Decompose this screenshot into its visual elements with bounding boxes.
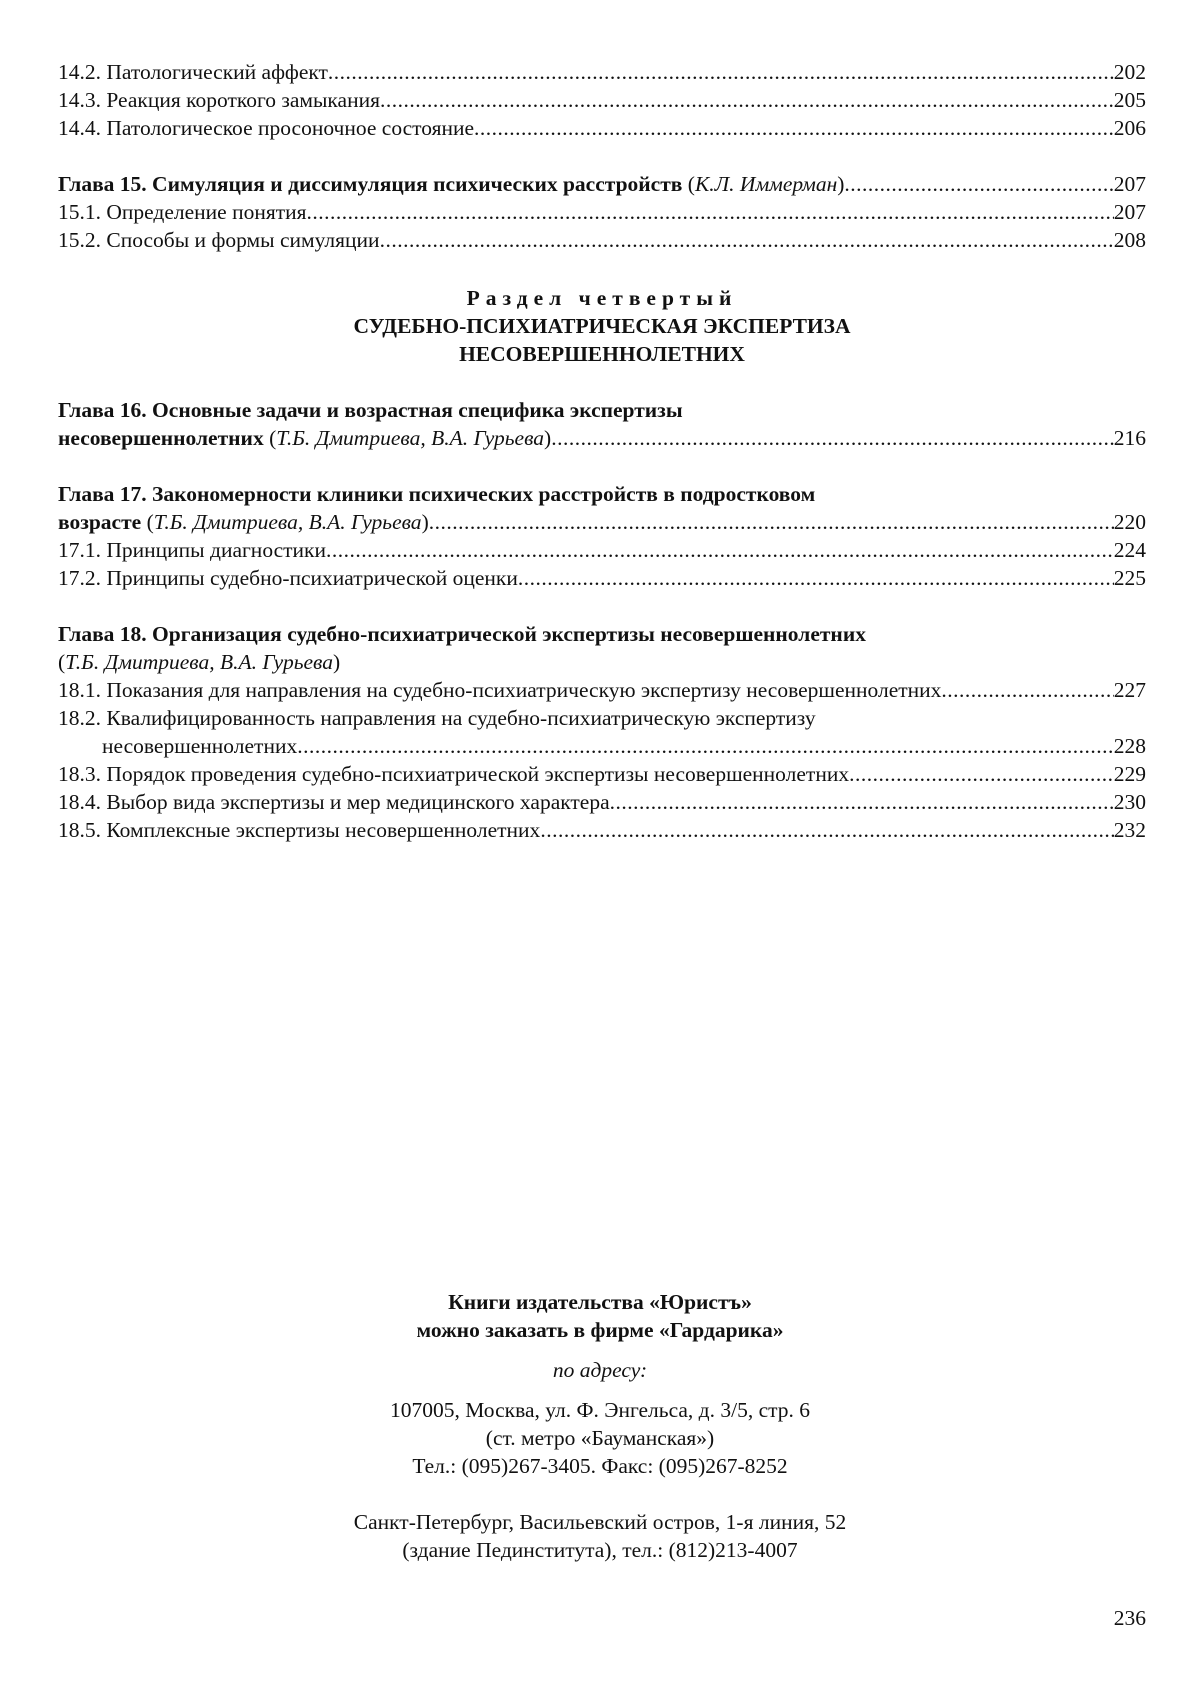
toc-entry-label: 14.3. Реакция короткого замыкания (58, 88, 380, 112)
page-number: 236 (1113, 1606, 1146, 1630)
toc-entry-label: 18.3. Порядок проведения судебно-психиатрической экспертизы несовершеннолетних (58, 762, 850, 786)
leader-dots (540, 816, 1113, 844)
toc-entry (58, 676, 1146, 704)
toc-entry (58, 788, 1146, 816)
toc-entry-page: 205 (1113, 88, 1146, 112)
toc-entry-label: 18.2. Квалифицированность направления на судебно-психиатрическую экспертизу (58, 706, 816, 730)
toc-entry-label: 17.2. Принципы судебно-психиатрической оценки (58, 566, 518, 590)
toc-entry-page: 225 (1113, 566, 1146, 590)
toc-entry-page: 216 (1113, 426, 1146, 450)
toc-entry-page: 230 (1113, 790, 1146, 814)
toc-entry-page: 228 (1113, 734, 1146, 758)
footer-heading-line-2: можно заказать в фирме «Гардарика» (416, 1318, 784, 1342)
toc-entry (58, 58, 1146, 86)
section-label: Раздел четвертый (466, 286, 738, 310)
toc-entry-label: 14.4. Патологическое просоночное состояние (58, 116, 475, 140)
address-line: 107005, Москва, ул. Ф. Энгельса, д. 3/5, стр. 6 (389, 1398, 811, 1422)
toc-entry-page: 227 (1113, 678, 1146, 702)
toc-entry-page: 208 (1113, 228, 1146, 252)
toc-entry (58, 816, 1146, 844)
toc-entry-label: несовершеннолетних (102, 734, 298, 758)
section-title-line-1: СУДЕБНО-ПСИХИАТРИЧЕСКАЯ ЭКСПЕРТИЗА (353, 314, 851, 338)
leader-dots (551, 424, 1114, 452)
chapter-16-heading-line-1: Глава 16. Основные задачи и возрастная специфика экспертизы (58, 398, 683, 422)
toc-entry-label: 17.1. Принципы диагностики (58, 538, 326, 562)
moscow-address (0, 1396, 1200, 1480)
chapter-author: Т.Б. Дмитриева, В.А. Гурьева (153, 510, 422, 534)
footer-heading-line-1: Книги издательства «Юристъ» (448, 1290, 752, 1314)
toc-entry-page: 232 (1113, 818, 1146, 842)
toc-entry (58, 226, 1146, 254)
leader-dots (941, 676, 1113, 704)
phone-line: Тел.: (095)267-3405. Факс: (095)267-8252 (412, 1454, 788, 1478)
address-line: Санкт-Петербург, Васильевский остров, 1-я линия, 52 (353, 1510, 847, 1534)
chapter-17-heading-line-1: Глава 17. Закономерности клиники психических расстройств в подростковом (58, 482, 816, 506)
chapter-15-heading: Глава 15. Симуляция и диссимуляция психических расстройств (К.Л. Иммерман) ..... 207 (58, 170, 1146, 198)
address-line: (здание Пединститута), тел.: (812)213-4007 (402, 1538, 798, 1562)
publisher-footer (0, 1288, 1200, 1564)
leader-dots (380, 86, 1114, 114)
chapter-17-heading-line-2: возрасте (Т.Б. Дмитриева, В.А. Гурьева) ..... 220 (58, 508, 1146, 536)
address-label: по адресу: (552, 1358, 648, 1382)
leader-dots (328, 58, 1114, 86)
leader-dots (326, 536, 1114, 564)
leader-dots (849, 760, 1114, 788)
chapter-title: возрасте (58, 510, 142, 534)
address-line: (ст. метро «Бауманская») (485, 1426, 715, 1450)
toc-entry-page: 206 (1113, 116, 1146, 140)
table-of-contents (58, 58, 1146, 844)
toc-entry-page: 229 (1113, 762, 1146, 786)
spb-address (0, 1508, 1200, 1564)
toc-entry (58, 564, 1146, 592)
toc-entry-label: 14.2. Патологический аффект (58, 60, 328, 84)
chapter-18-heading: Глава 18. Организация судебно-психиатрической экспертизы несовершеннолетних (58, 622, 866, 646)
toc-entry-label: 18.1. Показания для направления на судебно-психиатрическую экспертизу несовершеннолетних (58, 678, 942, 702)
leader-dots (297, 732, 1114, 760)
toc-entry-label: 18.4. Выбор вида экспертизы и мер медицинского характера (58, 790, 610, 814)
chapter-18-author-line: (Т.Б. Дмитриева, В.А. Гурьева) (58, 650, 341, 674)
leader-dots (610, 788, 1114, 816)
leader-dots (474, 114, 1114, 142)
leader-dots (429, 508, 1114, 536)
toc-entry-label: 15.1. Определение понятия (58, 200, 307, 224)
leader-dots (844, 170, 1113, 198)
chapter-title: Глава 15. Симуляция и диссимуляция психических расстройств (58, 172, 683, 196)
chapter-16-heading-line-2: несовершеннолетних (Т.Б. Дмитриева, В.А. Гурьева) ..... 216 (58, 424, 1146, 452)
toc-entry (58, 114, 1146, 142)
toc-entry (58, 732, 1146, 760)
leader-dots (380, 226, 1114, 254)
leader-dots (307, 198, 1114, 226)
toc-entry-page: 202 (1113, 60, 1146, 84)
toc-entry (58, 198, 1146, 226)
toc-entry-page: 224 (1113, 538, 1146, 562)
toc-entry-page: 207 (1113, 200, 1146, 224)
toc-entry (58, 86, 1146, 114)
toc-entry (58, 536, 1146, 564)
toc-entry-page: 220 (1113, 510, 1146, 534)
toc-entry-label: 15.2. Способы и формы симуляции (58, 228, 380, 252)
leader-dots (518, 564, 1114, 592)
section-title-line-2: НЕСОВЕРШЕННОЛЕТНИХ (459, 342, 745, 366)
chapter-author: Т.Б. Дмитриева, В.А. Гурьева (65, 650, 333, 674)
chapter-author: Т.Б. Дмитриева, В.А. Гурьева (276, 426, 545, 450)
chapter-title: несовершеннолетних (58, 426, 264, 450)
toc-entry (58, 760, 1146, 788)
toc-entry-label: 18.5. Комплексные экспертизы несовершеннолетних (58, 818, 541, 842)
toc-entry-page: 207 (1113, 172, 1146, 196)
chapter-author: К.Л. Иммерман (694, 172, 838, 196)
